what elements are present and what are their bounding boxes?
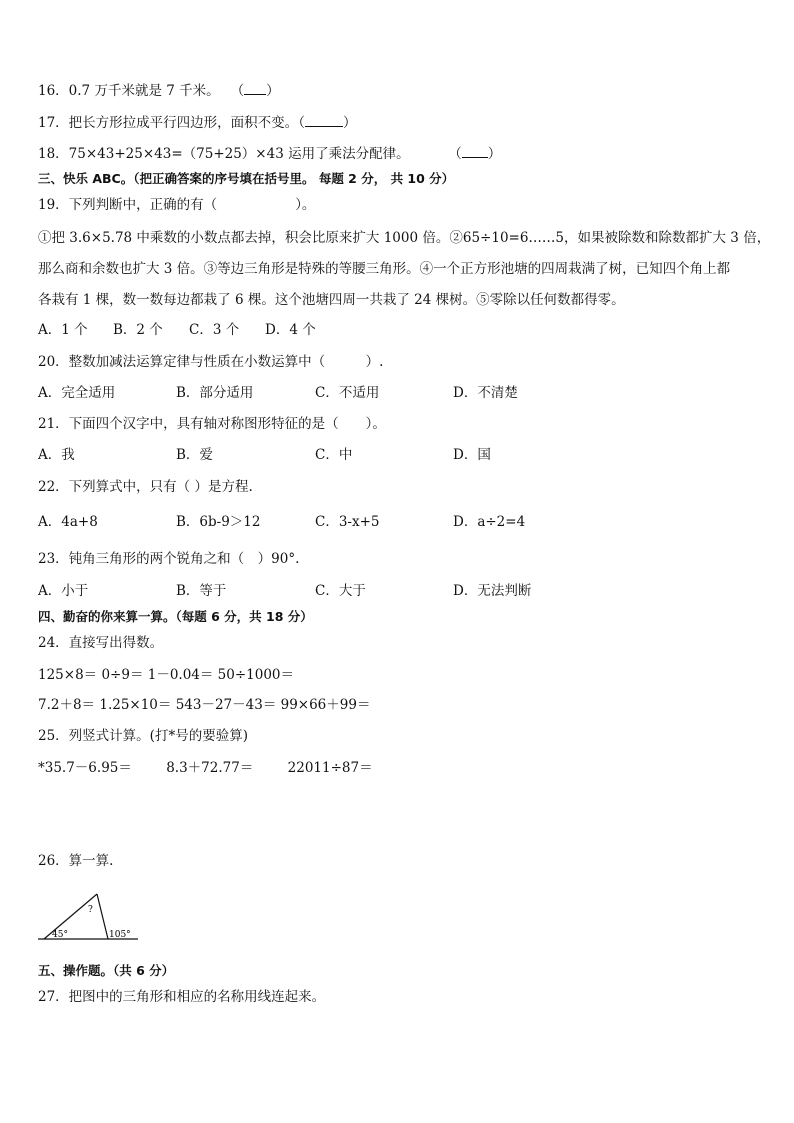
question-19-body-3: 各栽有 1 棵，数一数每边都栽了 6 棵。这个池塘四周一共栽了 24 棵树。⑤零除以任何数都得零。 <box>38 292 625 308</box>
option-a[interactable]: A．完全适用 <box>38 385 116 401</box>
question-22-stem: 22．下列算式中，只有（ ）是方程. <box>38 479 253 495</box>
option-c[interactable]: C．大于 <box>315 583 366 599</box>
option-a[interactable]: A．我 <box>38 447 75 463</box>
paren-close: ） <box>487 146 502 162</box>
paren-close: ）。 <box>295 197 316 213</box>
answer-blank-17[interactable] <box>305 114 343 127</box>
question-18 <box>38 145 501 163</box>
question-24-row-2: 7.2＋8＝ 1.25×10＝ 543－27－43＝ 99×66＋99＝ <box>38 697 371 713</box>
section-5-title: 五、操作题。（共 6 分） <box>38 963 175 978</box>
angle-right-label: 105° <box>109 930 131 940</box>
option-d[interactable]: D．无法判断 <box>453 583 532 599</box>
option-d[interactable]: D．4 个 <box>265 322 316 338</box>
answer-blank-16[interactable] <box>244 82 266 95</box>
paren-close: ） <box>342 115 357 131</box>
question-17-text: 17．把长方形拉成平行四边形，面积不变。 <box>38 115 299 131</box>
option-a[interactable]: A．4a+8 <box>38 514 98 530</box>
question-19-stem <box>38 196 315 214</box>
option-d[interactable]: D．a÷2=4 <box>453 514 526 530</box>
section-3-title: 三、快乐 ABC。（把正确答案的序号填在括号里。 每题 2 分， 共 10 分） <box>38 171 455 186</box>
paren-open: （ <box>448 146 462 162</box>
option-c[interactable]: C．3-x+5 <box>315 514 380 530</box>
question-19-text: 19．下列判断中，正确的有（ <box>38 197 218 213</box>
question-24-row-1: 125×8＝ 0÷9＝ 1－0.04＝ 50÷1000＝ <box>38 667 295 683</box>
angle-unknown-label: ? <box>88 905 93 915</box>
question-25-row: *35.7－6.95＝ 8.3＋72.77＝ 22011÷87＝ <box>38 760 373 776</box>
question-23-stem: 23．钝角三角形的两个锐角之和（ ）90°. <box>38 551 300 567</box>
option-a[interactable]: A．1 个 <box>38 322 88 338</box>
paren-open: （ <box>298 115 305 131</box>
question-19-body-2: 那么商和余数也扩大 3 倍。③等边三角形是特殊的等腰三角形。④一个正方形池塘的四周栽满了树，已知四个角上都 <box>38 261 731 277</box>
question-27-stem: 27．把图中的三角形和相应的名称用线连起来。 <box>38 989 326 1005</box>
answer-blank-18[interactable] <box>462 145 488 158</box>
question-24-stem: 24．直接写出得数。 <box>38 635 164 651</box>
section-4-title: 四、勤奋的你来算一算。（每题 6 分，共 18 分） <box>38 609 313 624</box>
question-20-stem: 20．整数加减法运算定律与性质在小数运算中（ ）. <box>38 354 384 370</box>
paren-close: ） <box>266 83 280 99</box>
option-b[interactable]: B．2 个 <box>113 322 163 338</box>
option-d[interactable]: D．国 <box>453 447 491 463</box>
option-b[interactable]: B．爱 <box>176 447 213 463</box>
option-c[interactable]: C．中 <box>315 447 353 463</box>
option-c[interactable]: C．不适用 <box>315 385 380 401</box>
option-b[interactable]: B．部分适用 <box>176 385 254 401</box>
question-17 <box>38 114 356 132</box>
option-a[interactable]: A．小于 <box>38 583 89 599</box>
paren-open: （ <box>230 83 245 99</box>
question-16 <box>38 82 280 100</box>
question-25-stem: 25．列竖式计算。(打*号的要验算) <box>38 728 248 744</box>
question-26-stem: 26．算一算. <box>38 853 114 869</box>
option-b[interactable]: B．等于 <box>176 583 227 599</box>
question-21-stem: 21．下面四个汉字中，具有轴对称图形特征的是（ ）。 <box>38 416 386 432</box>
option-b[interactable]: B．6b-9＞12 <box>176 514 261 530</box>
angle-left-label: 45° <box>52 930 68 940</box>
question-16-text: 16．0.7 万千米就是 7 千米。 <box>38 83 213 99</box>
option-c[interactable]: C．3 个 <box>189 322 240 338</box>
question-19-body-1: ①把 3.6×5.78 中乘数的小数点都去掉，积会比原来扩大 1000 倍。②65÷10=6……5，如果被除数和除数都扩大 3 倍， <box>38 230 771 246</box>
question-18-text: 18．75×43+25×43=（75+25）×43 运用了乘法分配律。 <box>38 146 410 162</box>
triangle-side-right <box>97 894 108 939</box>
triangle-figure <box>38 888 148 944</box>
option-d[interactable]: D．不清楚 <box>453 385 518 401</box>
